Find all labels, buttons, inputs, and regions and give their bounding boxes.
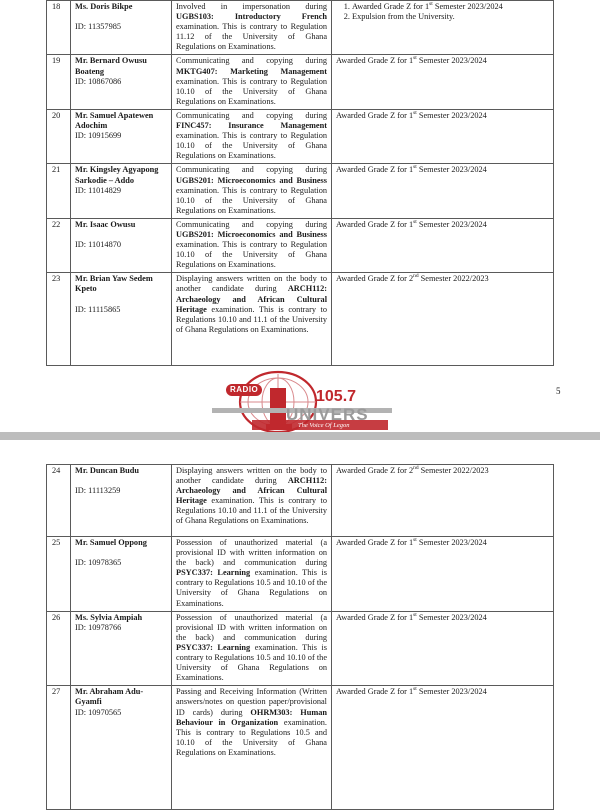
penalty-cell: Awarded Grade Z for 2nd Semester 2022/2023 [332,465,554,537]
course-name: FINC457: Insurance Management [176,121,327,131]
student-cell [71,611,172,686]
student-name: Mr. Samuel Apatewen Adochim [75,110,154,131]
student-cell [71,164,172,218]
student-cell [71,273,172,366]
row-number: 23 [47,273,71,366]
row-number: 27 [47,686,71,810]
row-number: 20 [47,109,71,163]
student-id: ID: 10867086 [75,76,122,86]
penalty-cell: Awarded Grade Z for 1st Semester 2023/2024 [332,686,554,810]
table-row [47,611,554,686]
student-id: ID: 10915699 [75,131,122,141]
table-row [47,1,554,55]
page-number: 5 [556,386,561,396]
logo-name: UNIVERS [286,405,369,424]
student-id: ID: 10978766 [75,622,122,632]
offence-description: Possession of unauthorized material (a provisional ID with written information on the back) and communication during PSYC337: Learning examination. This is contrary to Regulations 10.5 and 10.10 of the University of Ghana Regulations on Examinations. [172,537,332,612]
table-row [47,465,554,537]
penalty-cell: Awarded Grade Z for 1st Semester 2023/2024 [332,164,554,218]
student-id: ID: 11115865 [75,304,121,314]
course-name: OHRM303: Human Behaviour in Organization [176,707,327,727]
student-cell [71,55,172,109]
student-id: ID: 11014829 [75,185,122,195]
course-name: UGBS103: Introductory French [176,12,327,22]
student-id: ID: 11357985 [75,22,122,32]
offence-description: Communicating and copying during MKTG407: Marketing Management examination. This is contrary to Regulation 10.10 of the University of Ghana Regulations on Examinations. [172,55,332,109]
logo-frequency: 105.7 [316,388,357,405]
offence-description: Possession of unauthorized material (a provisional ID with written information on the back) and communication during PSYC337: Learning examination. This is contrary to Regulations 10.5 and 10.10 of the University of Ghana Regulations on Examinations. [172,611,332,686]
course-name: PSYC337: Learning [176,568,251,578]
table-row [47,686,554,810]
row-number: 26 [47,611,71,686]
student-id: ID: 11113259 [75,486,121,496]
course-name: UGBS201: Microeconomics and Business [176,229,327,239]
offence-description: Displaying answers written on the body to another candidate during ARCH112: Archaeology and African Cultural Heritage examination. This is contrary to Regulations 10.10 and 11.1 of the University of Ghana Regulations on Examinations. [172,465,332,537]
student-name: Mr. Kingsley Agyapong Sarkodie – Addo [75,165,159,185]
list-item: 1. Awarded Grade Z for 1st Semester 2023/2024 [352,2,549,12]
page-separator [0,432,600,440]
student-name: Ms. Sylvia Ampiah [75,612,143,622]
offenders-table-bottom [46,464,554,810]
table-row [47,218,554,272]
student-cell [71,1,172,55]
list-item: 2. Expulsion from the University. [352,12,549,22]
offence-description: Involved in impersonation during UGBS103: Introductory French examination. This is contrary to Regulation 11.12 of the University of Ghana Regulations on Examinations. [172,1,332,55]
table-row [47,55,554,109]
student-name: Mr. Abraham Adu-Gyamfi [75,687,144,707]
student-name: Mr. Isaac Owusu [75,219,136,229]
course-name: UGBS201: Microeconomics and Business [176,175,327,185]
row-number: 22 [47,218,71,272]
student-name: Mr. Brian Yaw Sedem Kpeto [75,274,153,294]
course-name: PSYC337: Learning [176,642,251,652]
offence-description: Passing and Receiving Information (Written answers/notes on question paper/provisional ID cards) during OHRM303: Human Behaviour in Organization examination. This is contrary to Regulations 10.5 and 10.10 of the University of Ghana Regulations on Examinations. [172,686,332,810]
penalty-cell: Awarded Grade Z for 1st Semester 2023/2024 [332,55,554,109]
table-row [47,537,554,612]
offence-description: Communicating and copying during UGBS201: Microeconomics and Business examination. This is contrary to Regulation 10.10 of the University of Ghana Regulations on Examinations. [172,164,332,218]
row-number: 21 [47,164,71,218]
penalty-cell: Awarded Grade Z for 1st Semester 2023/2024 [332,109,554,163]
offenders-table-top [46,0,554,366]
document-page-bottom [0,440,600,810]
student-id: ID: 10978365 [75,558,122,568]
student-name: Mr. Bernard Owusu Boateng [75,56,147,76]
student-name: Mr. Duncan Budu [75,466,140,475]
student-cell [71,109,172,163]
student-cell [71,465,172,537]
table-row [47,164,554,218]
logo-badge: RADIO [230,385,259,394]
student-id: ID: 10970565 [75,707,122,717]
table-row [47,273,554,366]
student-id: ID: 11014870 [75,239,122,249]
offence-description: Communicating and copying during UGBS201: Microeconomics and Business examination. This is contrary to Regulation 10.10 of the University of Ghana Regulations on Examinations. [172,218,332,272]
course-name: MKTG407: Marketing Management [176,66,327,76]
offence-description: Communicating and copying during FINC457: Insurance Management examination. This is contrary to Regulation 10.10 of the University of Ghana Regulations on Examinations. [172,109,332,163]
student-cell [71,537,172,612]
row-number: 19 [47,55,71,109]
student-name: Mr. Samuel Oppong [75,538,147,547]
student-name: Ms. Doris Bikpe [75,2,133,11]
penalty-cell: Awarded Grade Z for 2nd Semester 2022/2023 [332,273,554,366]
student-cell [71,218,172,272]
table-row [47,109,554,163]
course-name: ARCH112: Archaeology and African Cultural Heritage [176,476,327,506]
row-number: 24 [47,465,71,537]
radio-univers-logo [212,368,392,434]
penalty-cell: Awarded Grade Z for 1st Semester 2023/2024 [332,218,554,272]
penalty-cell: Awarded Grade Z for 1st Semester 2023/2024 [332,537,554,612]
row-number: 25 [47,537,71,612]
student-cell [71,686,172,810]
course-name: ARCH112: Archaeology and African Cultural Heritage [176,284,327,314]
logo-tagline: The Voice Of Legon [298,422,350,429]
row-number: 18 [47,1,71,55]
offence-description: Displaying answers written on the body to another candidate during ARCH112: Archaeology and African Cultural Heritage examination. This is contrary to Regulations 10.10 and 11.1 of the University of Ghana Regulations on Examinations. [172,273,332,366]
penalty-list [336,2,549,22]
penalty-cell: Awarded Grade Z for 1st Semester 2023/2024 [332,611,554,686]
penalty-cell [332,1,554,55]
